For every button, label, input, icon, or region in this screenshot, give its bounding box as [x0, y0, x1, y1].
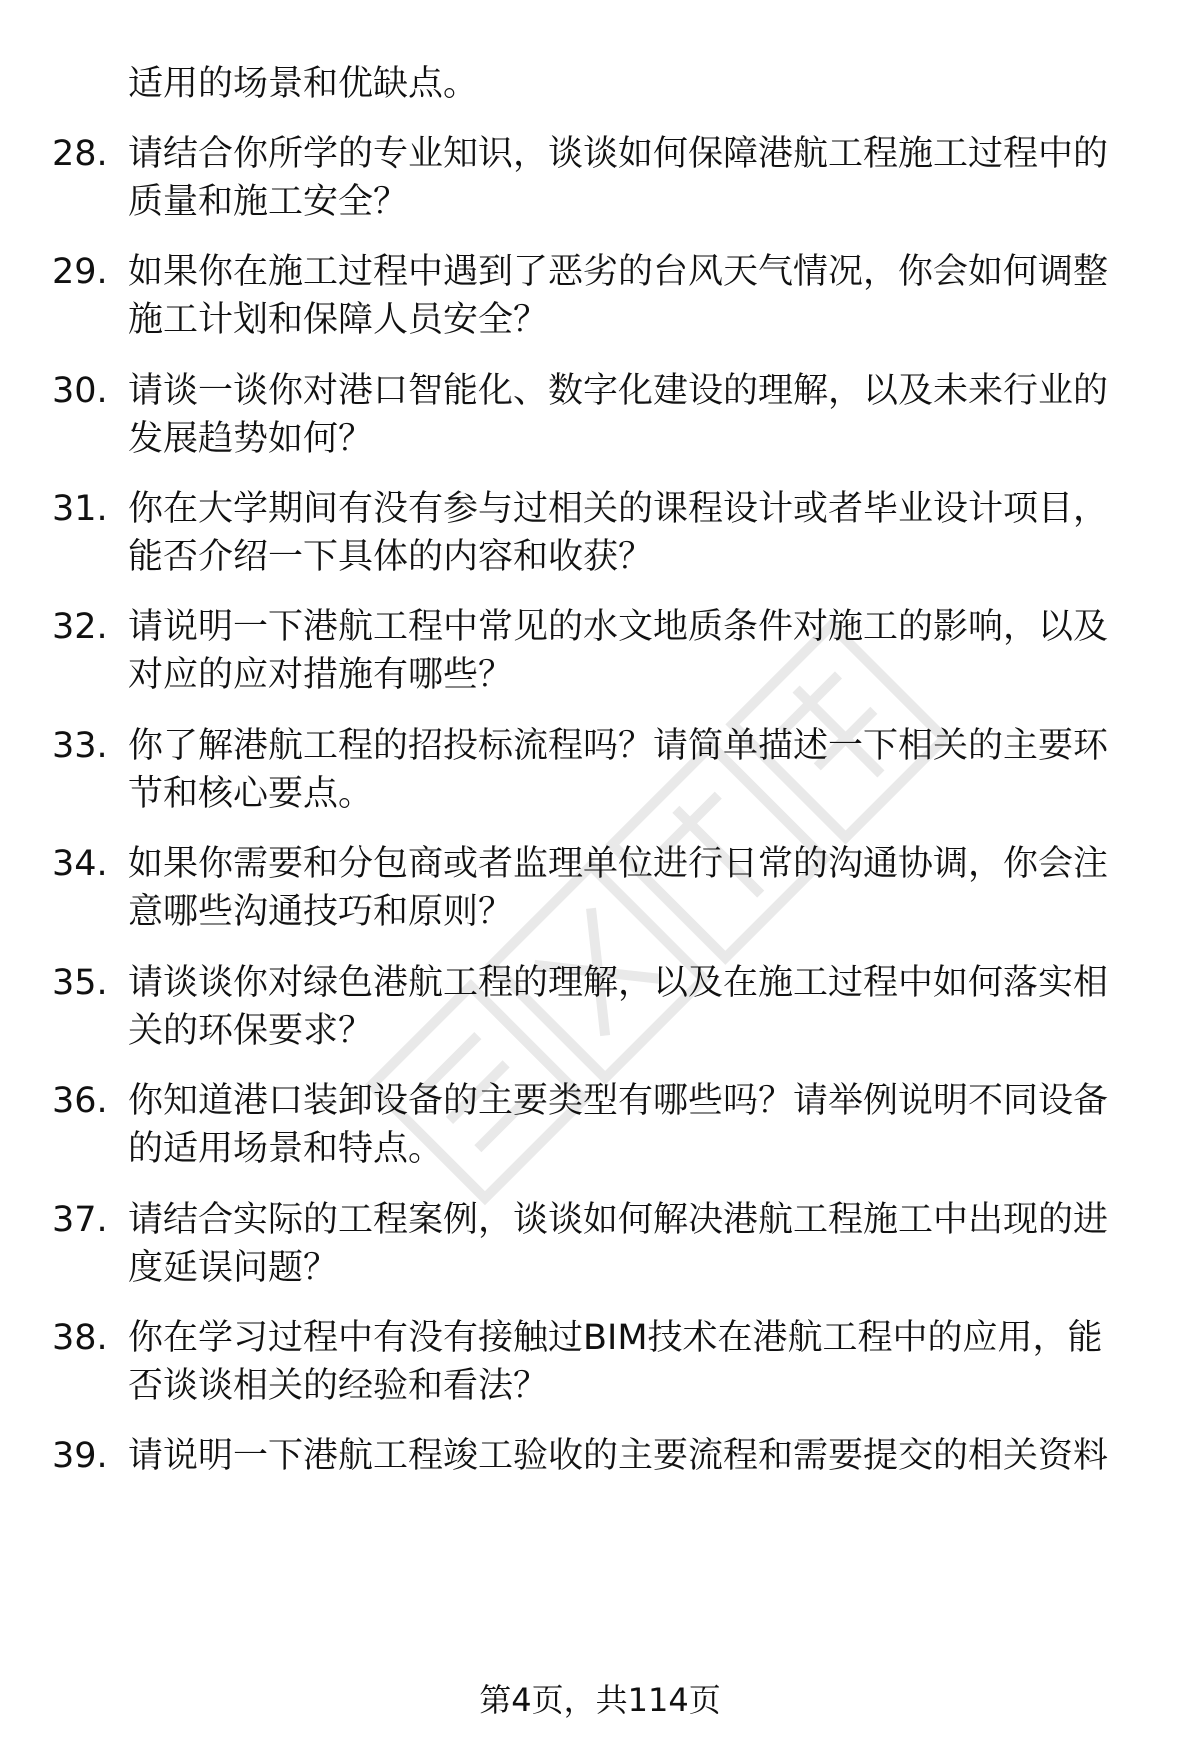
- question-text-line2: 对应的应对措施有哪些？: [128, 655, 514, 695]
- question-text-line2: 意哪些沟通技巧和原则？: [128, 892, 514, 932]
- question-text-line2: 施工计划和保障人员安全？: [128, 300, 549, 340]
- question-text-line1: 请谈谈你对绿色港航工程的理解，以及在施工过程中如何落实相: [128, 963, 1109, 1003]
- question-number: 28.: [52, 134, 108, 174]
- question-text-line2: 否谈谈相关的经验和看法？: [128, 1366, 549, 1406]
- question-text-line2: 能否介绍一下具体的内容和收获？: [128, 537, 654, 577]
- question-text-line1: 请说明一下港航工程竣工验收的主要流程和需要提交的相关资料: [128, 1436, 1109, 1476]
- question-number: 32.: [52, 607, 108, 647]
- question-text-line2: 发展趋势如何？: [128, 419, 374, 459]
- question-text-line2: 节和核心要点。: [128, 774, 374, 814]
- question-text-line1: 请谈一谈你对港口智能化、数字化建设的理解，以及未来行业的: [128, 371, 1109, 411]
- question-number: 37.: [52, 1200, 108, 1240]
- question-number: 31.: [52, 489, 108, 529]
- page-number-footer: 第4页，共114页: [479, 1681, 721, 1719]
- question-text-line1: 如果你在施工过程中遇到了恶劣的台风天气情况，你会如何调整: [128, 252, 1109, 292]
- question-number: 39.: [52, 1436, 108, 1476]
- question-text-line1: 请说明一下港航工程中常见的水文地质条件对施工的影响，以及: [128, 607, 1109, 647]
- question-text-line1: 如果你需要和分包商或者监理单位进行日常的沟通协调，你会注: [128, 844, 1109, 884]
- question-text-line1: 请结合实际的工程案例，谈谈如何解决港航工程施工中出现的进: [128, 1200, 1109, 1240]
- question-number: 36.: [52, 1081, 108, 1121]
- question-text-line2: 度延误问题？: [128, 1248, 339, 1288]
- continuation-line: 适用的场景和优缺点。: [128, 64, 479, 104]
- question-number: 30.: [52, 371, 108, 411]
- question-text-line2: 质量和施工安全？: [128, 182, 409, 222]
- question-text-line1: 你在大学期间有没有参与过相关的课程设计或者毕业设计项目，: [128, 489, 1109, 529]
- question-number: 34.: [52, 844, 108, 884]
- question-text-line1: 你在学习过程中有没有接触过BIM技术在港航工程中的应用，能: [128, 1318, 1103, 1358]
- question-text-line1: 你了解港航工程的招投标流程吗？请简单描述一下相关的主要环: [128, 726, 1109, 766]
- question-text-line2: 的适用场景和特点。: [128, 1129, 444, 1169]
- question-number: 38.: [52, 1318, 108, 1358]
- question-text-line1: 你知道港口装卸设备的主要类型有哪些吗？请举例说明不同设备: [128, 1081, 1109, 1121]
- question-text-line1: 请结合你所学的专业知识，谈谈如何保障港航工程施工过程中的: [128, 134, 1109, 174]
- question-number: 35.: [52, 963, 108, 1003]
- question-number: 33.: [52, 726, 108, 766]
- question-text-line2: 关的环保要求？: [128, 1011, 374, 1051]
- question-number: 29.: [52, 252, 108, 292]
